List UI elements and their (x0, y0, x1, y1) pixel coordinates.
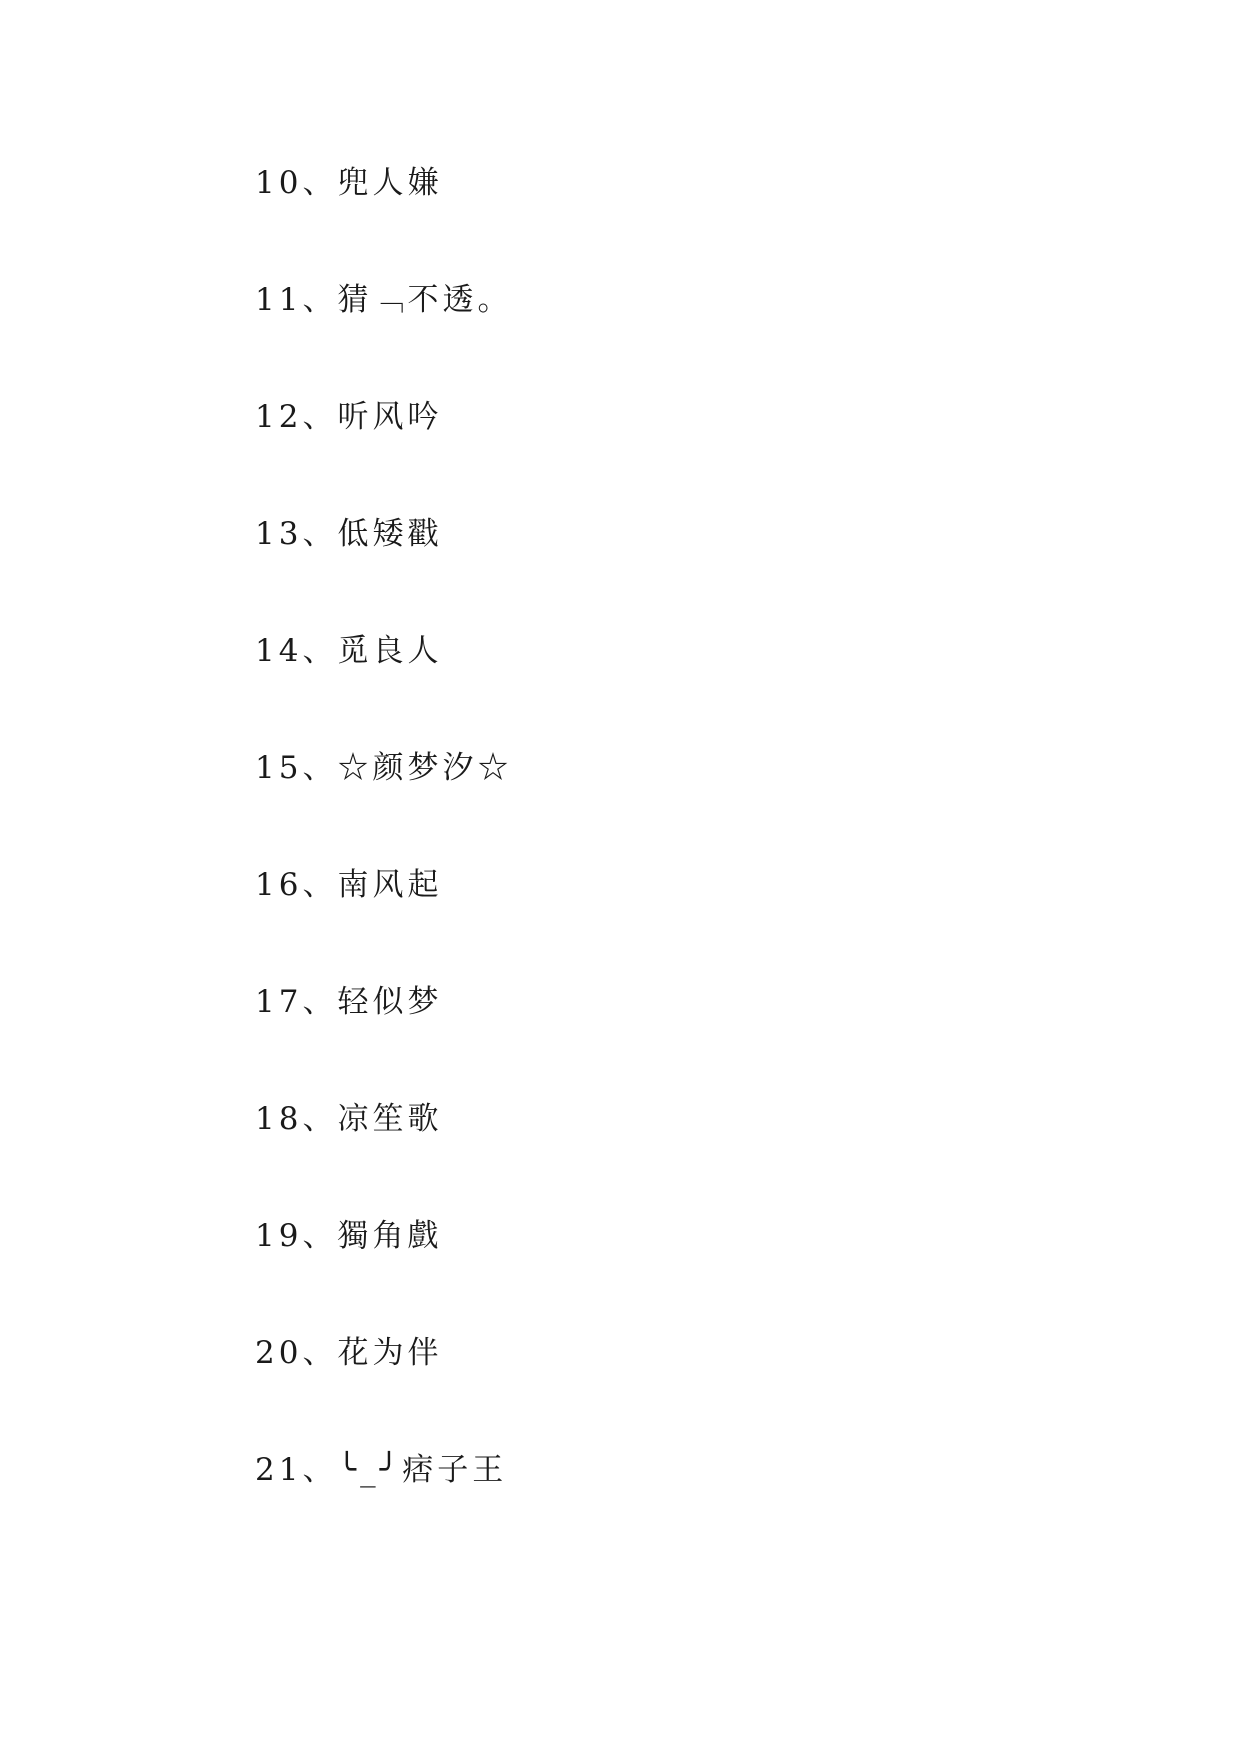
list-item: 13、低矮戳 (255, 516, 443, 552)
list-item: 19、獨角戲 (255, 1218, 443, 1254)
list-item: 15、☆颜梦汐☆ (255, 750, 513, 786)
list-item: 11、猜﹁不透。 (255, 282, 513, 318)
list-item: 12、听风吟 (255, 399, 443, 435)
name-list (255, 158, 512, 1562)
list-item: 10、兜人嫌 (255, 165, 443, 201)
list-item: 17、轻似梦 (255, 984, 443, 1020)
list-item: 18、凉笙歌 (255, 1101, 443, 1137)
list-item: 14、觅良人 (255, 633, 443, 669)
list-item: 21、╰_╯痞子王 (255, 1452, 508, 1488)
list-item: 20、花为伴 (255, 1335, 443, 1371)
list-item: 16、南风起 (255, 867, 443, 903)
